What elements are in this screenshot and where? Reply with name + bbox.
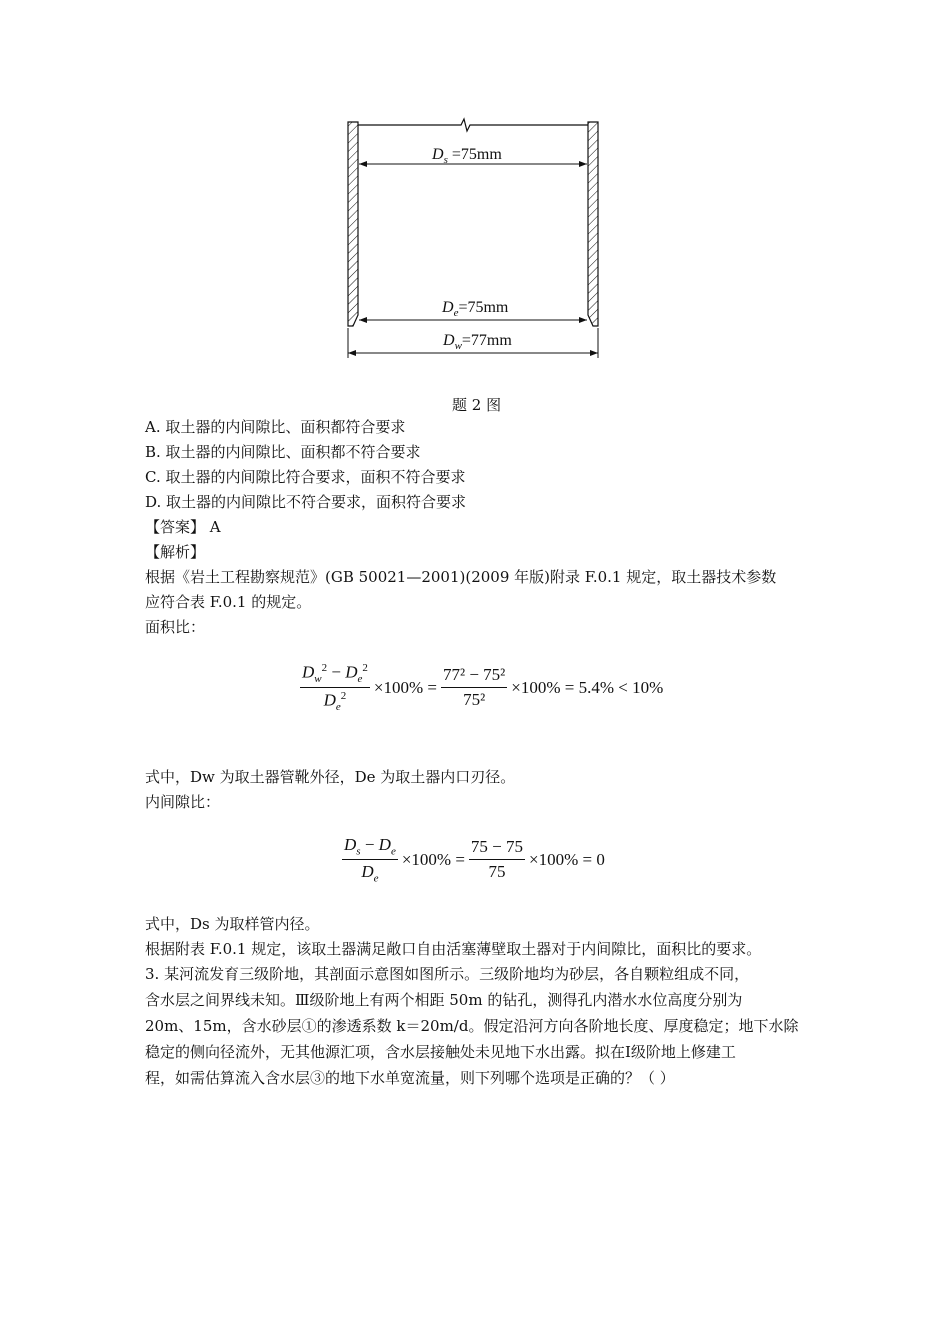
label-de: $D_e=75mm$ bbox=[442, 299, 509, 320]
break-line bbox=[358, 119, 588, 131]
figure-caption: 题 2 图 bbox=[452, 396, 502, 414]
question-3-line-2: 含水层之间界线未知。Ⅲ级阶地上有两个相距 50m 的钻孔，测得孔内潜水水位高度分别为 bbox=[145, 991, 743, 1009]
option-d: D. 取土器的内间隙比不符合要求，面积符合要求 bbox=[145, 493, 467, 511]
question-3-line-5: 程，如需估算流入含水层③的地下水单宽流量，则下列哪个选项是正确的？（ ） bbox=[145, 1069, 675, 1087]
analysis-title: 【解析】 bbox=[145, 543, 206, 561]
note-1: 式中，Dw 为取土器管靴外径，De 为取土器内口刃径。 bbox=[145, 768, 516, 786]
option-b: B. 取土器的内间隙比、面积都不符合要求 bbox=[145, 443, 421, 461]
note-2: 式中，Ds 为取样管内径。 bbox=[145, 915, 320, 933]
conclusion: 根据附表 F.0.1 规定，该取土器满足敞口自由活塞薄壁取土器对于内间隙比，面积比的要求。 bbox=[145, 940, 762, 958]
question-3-line-1: 3. 某河流发育三级阶地，其剖面示意图如图所示。三级阶地均为砂层，各自颗粒组成不同， bbox=[145, 965, 750, 983]
answer: 【答案】 A bbox=[145, 518, 221, 536]
area-ratio-label: 面积比： bbox=[145, 618, 206, 636]
question-3-line-3: 20m、15m，含水砂层①的渗透系数 k＝20m/d。假定沿河方向各阶地长度、厚度稳定；地下水除 bbox=[145, 1017, 799, 1035]
paragraph-1-line-1: 根据《岩土工程勘察规范》(GB 50021—2001)(2009 年版)附录 F.0.1 规定，取土器技术参数 bbox=[145, 568, 777, 586]
right-wall bbox=[588, 122, 598, 326]
option-a: A. 取土器的内间隙比、面积都符合要求 bbox=[145, 418, 406, 436]
clearance-ratio-equation: $\frac{D_s - D_e}{D_e}$ ×100% = $\frac{75 - 75}{75}$ ×100% = 0 bbox=[344, 835, 605, 885]
paragraph-1-line-2: 应符合表 F.0.1 的规定。 bbox=[145, 593, 312, 611]
option-c: C. 取土器的内间隙比符合要求，面积不符合要求 bbox=[145, 468, 466, 486]
label-ds: $D_s =75mm$ bbox=[432, 146, 502, 167]
area-ratio-equation: $\frac{D_w^2 - D_e^2}{D_e^2}$ ×100% = $\frac{\text{77² − 75²}}{\text{75²}}$ ×100% = 5.4% < 10% bbox=[302, 662, 664, 714]
label-dw: $D_w=77mm$ bbox=[443, 332, 512, 353]
question-3-line-4: 稳定的侧向径流外，无其他源汇项，含水层接触处未见地下水出露。拟在Ⅰ级阶地上修建工 bbox=[145, 1043, 736, 1061]
left-wall bbox=[348, 122, 358, 326]
clearance-ratio-label: 内间隙比： bbox=[145, 793, 221, 811]
